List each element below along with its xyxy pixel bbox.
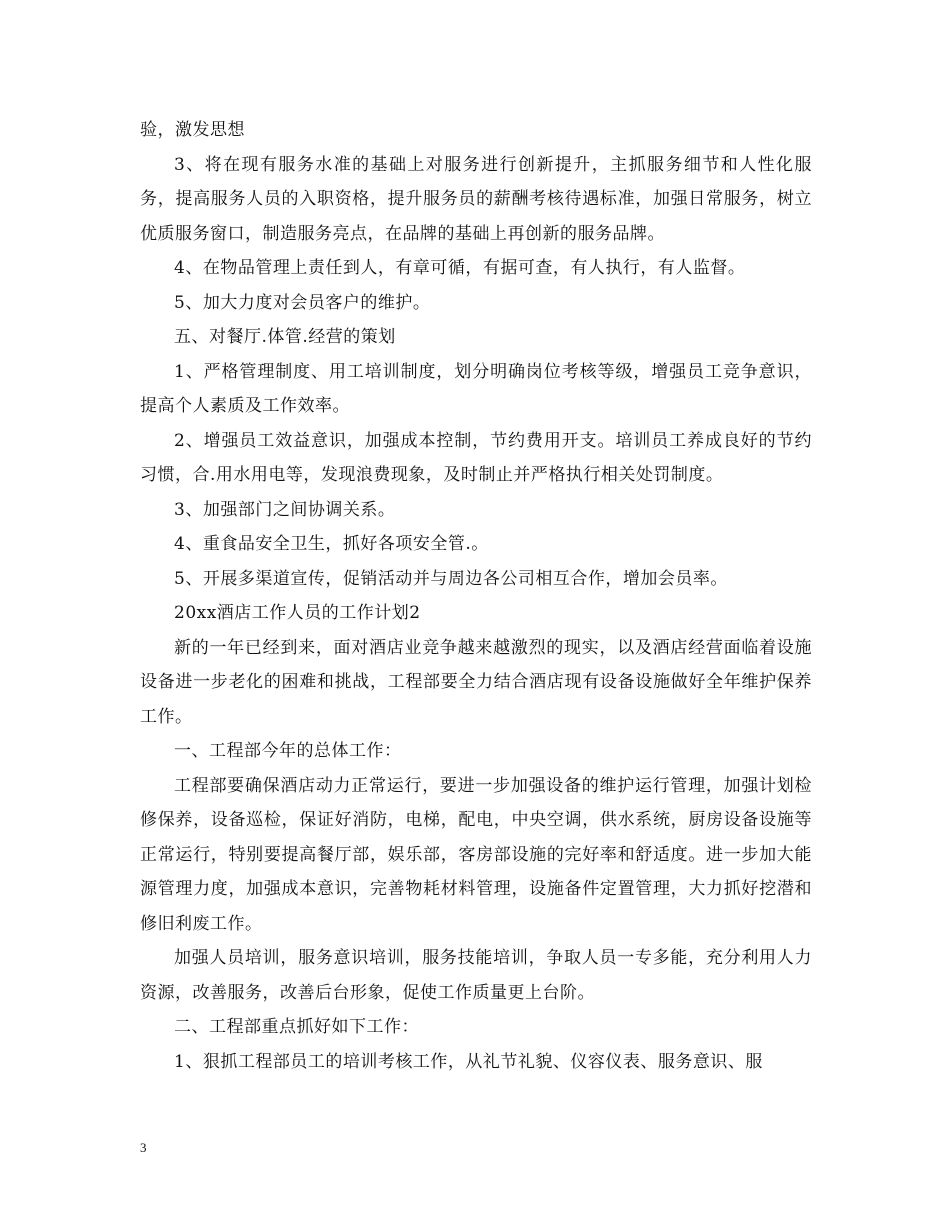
paragraph-engineering-operations: 工程部要确保酒店动力正常运行，要进一步加强设备的维护运行管理，加强计划检修保养，设备巡检，保证好消防，电梯，配电，中央空调，供水系统，厨房设备设施等正常运行，特别要提高餐厅部，娱乐部，客房部设施的完好率和舒适度。进一步加大能源管理力度，加强成本意识，完善物耗材料管理，设施备件定置管理，大力抓好挖潜和修旧利废工作。 <box>140 775 812 934</box>
section-heading-overall-work: 一、工程部今年的总体工作： <box>174 741 402 761</box>
paragraph-item-management: 4、在物品管理上责任到人，有章可循，有据可查，有人执行，有人监督。 <box>174 258 746 278</box>
section-heading-key-work: 二、工程部重点抓好如下工作： <box>174 1017 419 1037</box>
paragraph-new-year-intro: 新的一年已经到来，面对酒店业竞争越来越激烈的现实，以及酒店经营面临着设施设备进一步老化的困难和挑战，工程部要全力结合酒店现有设备设施做好全年维护保养工作。 <box>140 637 812 727</box>
paragraph-member-maintenance: 5、加大力度对会员客户的维护。 <box>174 292 431 313</box>
paragraph-department-coordination: 3、加强部门之间协调关系。 <box>174 499 396 520</box>
paragraph-training-assessment: 1、狠抓工程部员工的培训考核工作，从礼节礼貌、仪容仪表、服务意识、服 <box>174 1051 763 1072</box>
section-heading-restaurant-planning: 五、对餐厅.体管.经营的策划 <box>174 327 396 347</box>
section-title-work-plan-2: 20xx酒店工作人员的工作计划2 <box>174 603 421 623</box>
paragraph-promotion: 5、开展多渠道宣传，促销活动并与周边各公司相互合作，增加会员率。 <box>174 568 728 589</box>
page-number: 3 <box>140 1140 147 1155</box>
paragraph-continuation: 验，激发思想 <box>140 120 245 140</box>
paragraph-management-system: 1、严格管理制度、用工培训制度，划分明确岗位考核等级，增强员工竞争意识，提高个人素质及工作效率。 <box>140 361 812 416</box>
paragraph-food-safety: 4、重食品安全卫生，抓好各项安全管.。 <box>174 534 489 554</box>
paragraph-staff-training: 加强人员培训，服务意识培训，服务技能培训，争取人员一专多能，充分利用人力资源，改善服务，改善后台形象，促使工作质量更上台阶。 <box>140 948 812 1003</box>
paragraph-cost-control: 2、增强员工效益意识，加强成本控制，节约费用开支。培训员工养成良好的节约习惯，合.用水用电等，发现浪费现象，及时制止并严格执行相关处罚制度。 <box>140 430 812 485</box>
document-body <box>140 113 812 1079</box>
paragraph-service-innovation: 3、将在现有服务水准的基础上对服务进行创新提升，主抓服务细节和人性化服务，提高服务人员的入职资格，提升服务员的薪酬考核待遇标准，加强日常服务，树立优质服务窗口，制造服务亮点，在品牌的基础上再创新的服务品牌。 <box>140 154 812 244</box>
